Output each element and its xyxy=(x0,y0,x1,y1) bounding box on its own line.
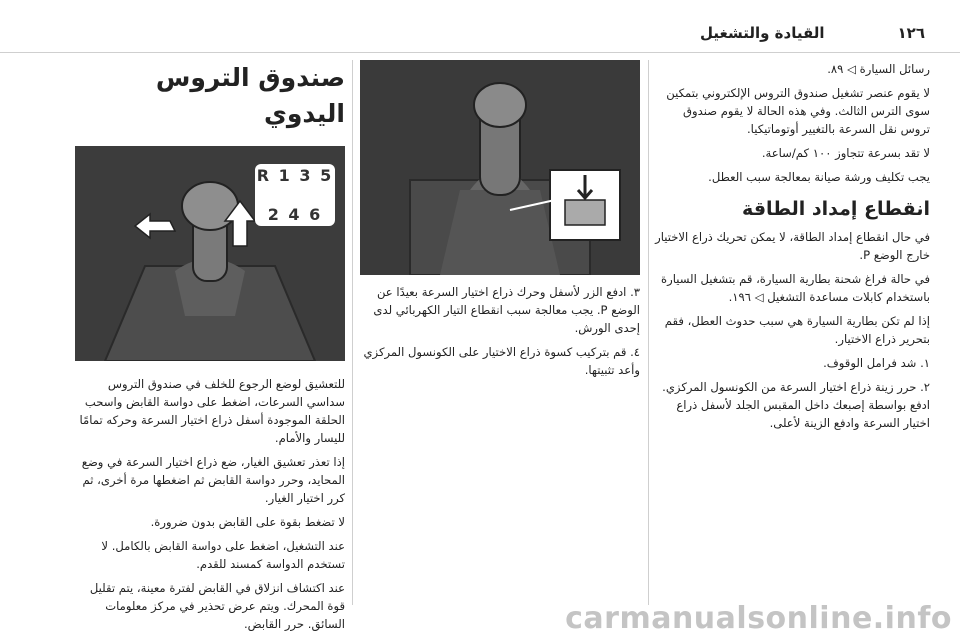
manual-gearbox-illustration xyxy=(75,146,345,361)
step-item: ٤. قم بتركيب كسوة ذراع الاختيار على الكونسول المركزي وأعد تثبيتها. xyxy=(363,345,640,377)
gear-pattern-top: R 1 3 5 xyxy=(256,166,334,185)
gear-pattern-diagram xyxy=(255,164,335,226)
step-item: ٢. حرر زينة ذراع اختيار السرعة من الكونسول المركزي. ادفع بواسطة إصبعك داخل المقبس الجلد لأسفل ذراع اختيار السرعة وادفع الزينة لأعلى. xyxy=(662,380,930,430)
column-divider xyxy=(352,60,353,605)
header-divider xyxy=(0,52,960,53)
paragraph: لا تضغط بقوة على القابض بدون ضرورة. xyxy=(150,515,345,529)
paragraph: لا تقد بسرعة تتجاوز ١٠٠ كم/ساعة. xyxy=(761,146,930,160)
step-item: ٣. ادفع الزر لأسفل وحرك ذراع اختيار السرعة بعيدًا عن الوضع P. يجب معالجة سبب انقطاع التيار الكهربائي لدى إحدى الورش. xyxy=(373,285,640,335)
paragraph: إذا تعذر تعشيق الغيار، ضع ذراع اختيار السرعة في وضع المحايد، وحرر دواسة القابض ثم اضغطها مرة أخرى، ثم كرر اختيار الغيار. xyxy=(81,455,345,505)
watermark: carmanualsonline.info xyxy=(565,601,952,636)
selector-lever-illustration xyxy=(360,60,640,275)
paragraph: يجب تكليف ورشة صيانة بمعالجة سبب العطل. xyxy=(708,170,930,184)
paragraph: في حالة فراغ شحنة بطارية السيارة، قم بتشغيل السيارة باستخدام كابلات مساعدة التشغيل ◁ ١٩٦. xyxy=(661,272,930,304)
paragraph: إذا لم تكن بطارية السيارة هي سبب حدوث العطل، فقم بتحرير ذراع الاختيار. xyxy=(664,314,930,346)
section-heading: انقطاع إمداد الطاقة xyxy=(742,198,930,220)
chapter-title: صندوق التروس اليدوي xyxy=(155,63,345,128)
gear-pattern-bottom: 2 4 6 xyxy=(267,205,323,224)
paragraph: عند التشغيل، اضغط على دواسة القابض بالكامل. لا تستخدم الدواسة كمسند للقدم. xyxy=(101,539,345,571)
right-column xyxy=(655,60,930,438)
paragraph: في حال انقطاع إمداد الطاقة، لا يمكن تحريك ذراع الاختيار خارج الوضع P. xyxy=(655,230,930,262)
paragraph: للتعشيق لوضع الرجوع للخلف في صندوق التروس سداسي السرعات، اضغط على دواسة القابض واسحب الحلقة الموجودة أسفل ذراع اختيار السرعة وحركه تمامًا لليسار والأمام. xyxy=(79,377,345,445)
column-divider xyxy=(648,60,649,605)
middle-column xyxy=(360,60,640,385)
selector-lever-drawing xyxy=(360,60,640,275)
section-title-header: القيادة والتشغيل xyxy=(700,24,825,42)
paragraph: رسائل السيارة ◁ ٨٩. xyxy=(827,62,930,76)
left-column xyxy=(75,60,345,639)
page-number: ١٢٦ xyxy=(897,24,925,42)
paragraph: لا يقوم عنصر تشغيل صندوق التروس الإلكتروني بتمكين سوى الترس الثالث. وفي هذه الحالة لا يقوم صندوق تروس نقل السرعة بالتغيير أوتوماتيكيا. xyxy=(666,86,930,136)
paragraph: عند اكتشاف انزلاق في القابض لفترة معينة، يتم تقليل قوة المحرك. ويتم عرض تحذير في مركز معلومات السائق. حرر القابض. xyxy=(89,581,345,631)
step-item: ١. شد فرامل الوقوف. xyxy=(823,356,930,370)
page-header xyxy=(700,22,925,44)
